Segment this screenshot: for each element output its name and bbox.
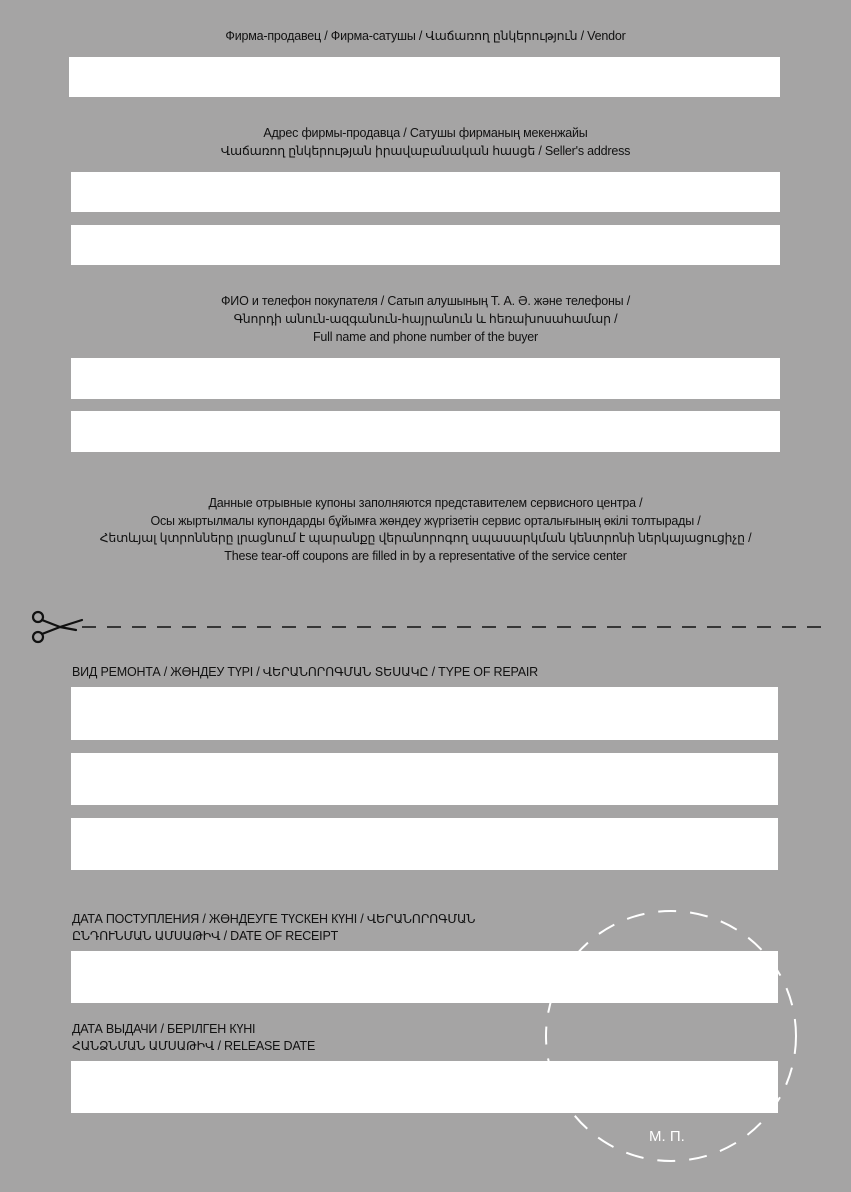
repair-type-field-2[interactable]	[71, 753, 778, 805]
seller-address-field-2[interactable]	[71, 225, 780, 265]
vendor-label: Фирма-продавец / Фирма-сатушы / Վաճառող ընկերություն / Vendor	[225, 29, 626, 43]
coupon-note-line3: Հետևյալ կտրոնները լրացնում է պարանքը վերանորոգող սպասարկման կենտրոնի ներկայացուցիչը /	[99, 531, 752, 545]
seller-address-label-line1: Адрес фирмы-продавца / Сатушы фирманың мекенжайы	[263, 126, 588, 140]
coupon-note-line1: Данные отрывные купоны заполняются представителем сервисного центра /	[208, 496, 643, 510]
seller-address-field-1[interactable]	[71, 172, 780, 212]
buyer-field-1[interactable]	[71, 358, 780, 399]
stamp-label: М. П.	[649, 1128, 685, 1145]
date-receipt-label-line2: ԸՆԴՈՒՆՄԱՆ ԱՄՍԱԹԻՎ / DATE OF RECEIPT	[72, 929, 339, 943]
buyer-label-line1: ФИО и телефон покупателя / Сатып алушының Т. А. Ә. және телефоны /	[220, 294, 631, 308]
coupon-note-line2: Осы жыртылмалы купондарды бұйымға жөндеу жүргізетін сервис орталығының өкілі толтырады /	[150, 514, 701, 528]
coupon-note-line4: These tear-off coupons are filled in by a representative of the service center	[224, 549, 627, 563]
date-receipt-label-line1: ДАТА ПОСТУПЛЕНИЯ / ЖӨНДЕУГЕ ТҮСКЕН КҮНІ / ՎԵՐԱՆՈՐՈԳՄԱՆ	[72, 912, 476, 926]
buyer-label-line3: Full name and phone number of the buyer	[313, 330, 538, 344]
repair-type-field-1[interactable]	[71, 687, 778, 740]
seller-address-label-line2: Վաճառող ընկերության իրավաբանական հասցե / Seller's address	[220, 144, 631, 158]
date-release-label-line2: ՀԱՆՁՆՄԱՆ ԱՄՍԱԹԻՎ / RELEASE DATE	[72, 1039, 316, 1053]
vendor-field[interactable]	[69, 57, 780, 97]
buyer-label-line2: Գնորդի անուն-ազգանուն-հայրանուն և հեռախոսահամար /	[233, 312, 618, 326]
buyer-field-2[interactable]	[71, 411, 780, 452]
date-release-label-line1: ДАТА ВЫДАЧИ / БЕРІЛГЕН КҮНІ	[72, 1022, 256, 1036]
cut-line	[0, 606, 851, 646]
repair-type-field-3[interactable]	[71, 818, 778, 870]
scissors-icon	[33, 612, 82, 642]
repair-type-label: ВИД РЕМОНТА / ЖӨНДЕУ ТҮРІ / ՎԵՐԱՆՈՐՈԳՄԱՆ ՏԵՍԱԿԸ / TYPE OF REPAIR	[72, 665, 538, 679]
